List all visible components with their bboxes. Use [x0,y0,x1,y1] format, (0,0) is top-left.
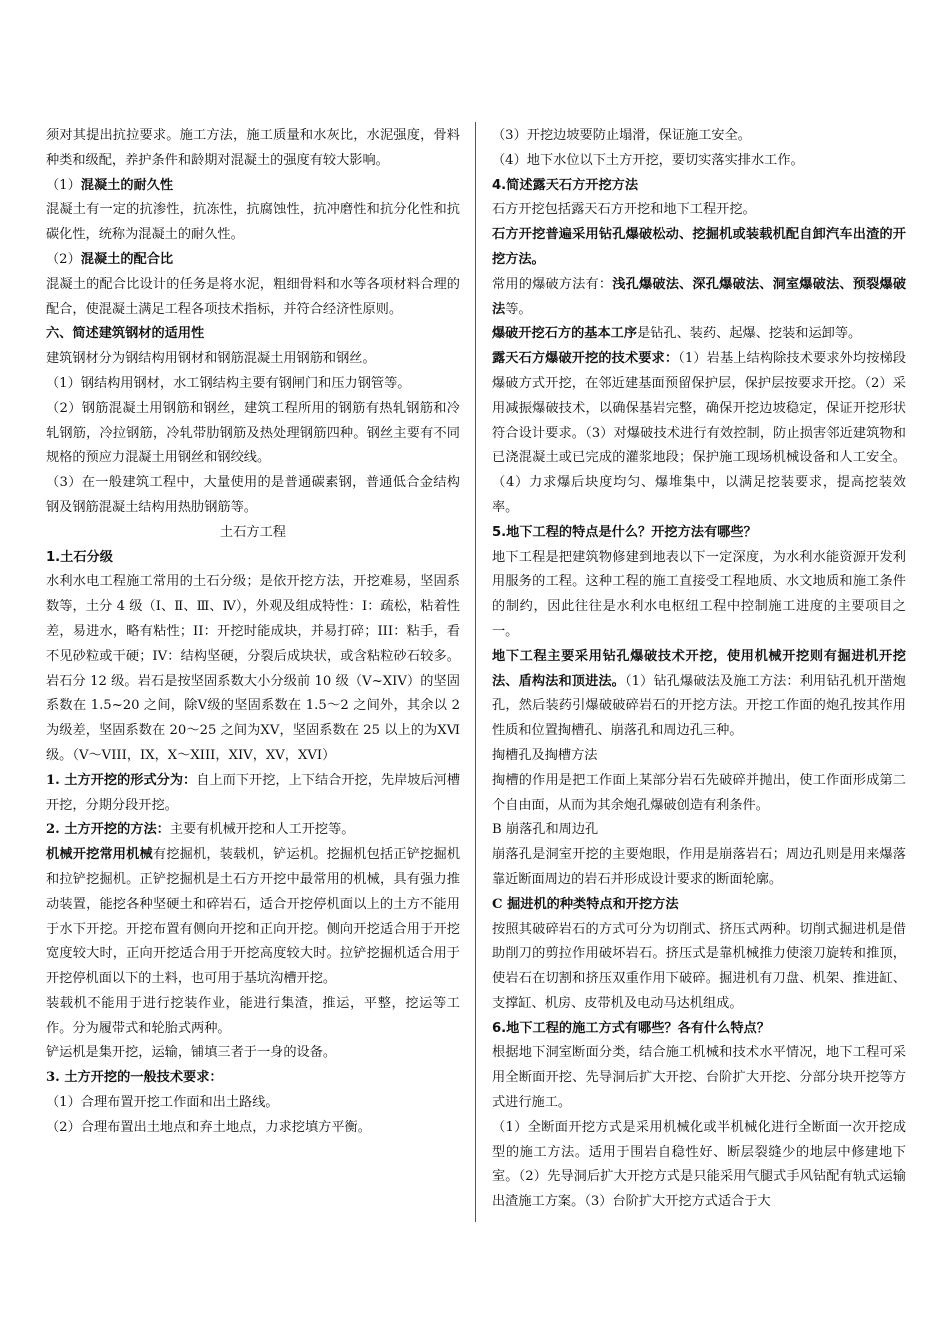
text-span: （1）钢结构用钢材，水工钢结构主要有钢闸门和压力钢管等。 [46,375,411,391]
paragraph [46,546,460,571]
text-span: （3）开挖边坡要防止塌滑，保证施工安全。 [492,128,751,143]
paragraph [492,546,906,645]
text-span: 1.土石分级 [46,549,113,565]
text-span: 铲运机是集开挖，运输，铺填三者于一身的设备。 [46,1045,337,1061]
paragraph [492,149,906,174]
text-span: 地下工程是把建筑物修建到地表以下一定深度，为水利水能资源开发利用服务的工程。这种工程的施工直接受工程地质、水文地质和施工条件的制约，因此往往是水利水电枢纽工程中控制施工进度的主要项目之一。 [492,549,906,639]
paragraph [492,1041,906,1115]
paragraph [46,322,460,347]
text-span: 是钻孔、装药、起爆、挖装和运卸等。 [637,326,862,342]
paragraph [492,198,906,223]
text-span: 5.地下工程的特点是什么？开挖方法有哪些？ [492,524,757,540]
paragraph [492,744,906,769]
text-span: （3）在一般建筑工程中，大量使用的是普通碳素钢，普通低合金结构钢及钢筋混凝土结构用热肋钢筋等。 [46,475,460,515]
text-span: （4）地下水位以下土方开挖，要切实落实排水工作。 [492,152,804,168]
text-span: （2） [46,251,81,267]
text-span: 掏槽孔及掏槽方法 [492,747,598,763]
text-span: 2. 土方开挖的方法： [46,822,170,838]
text-span: 露天石方爆破开挖的技术要求： [492,351,679,367]
text-span: 混凝土的配合比 [80,251,174,267]
text-span: 地下工程主要采用钻孔爆破技术开挖，使用机械开挖则有掘进机开挖法、盾构法和顶进法。 [492,648,906,689]
paragraph [46,372,460,397]
text-span: 混凝土有一定的抗渗性，抗冻性，抗腐蚀性，抗冲磨性和抗分化性和抗碳化性，统称为混凝土的耐久性。 [46,202,460,243]
text-span: 土石方工程 [220,524,286,540]
text-span: 六、简述建筑钢材的适用性 [46,326,205,342]
text-span: （1）钻孔爆破法及施工方法：利用钻孔机开凿炮孔，然后装药引爆破破碎岩石的开挖方法。开挖工作面的炮孔按其作用性质和位置掏槽孔、崩落孔和周边孔三种。 [492,673,906,739]
paragraph [46,397,460,471]
text-span: 须对其提出抗拉要求。施工方法，施工质量和水灰比，水泥强度，骨料种类和级配，养护条件和龄期对混凝土的强度有较大影响。 [46,128,460,168]
paragraph [492,893,906,918]
text-span: 掏槽的作用是把工作面上某部分岩石先破碎并抛出，使工作面形成第二个自由面，从而为其余炮孔爆破创造有利条件。 [492,772,906,813]
text-span: （1）合理布置开挖工作面和出土路线。 [46,1095,279,1111]
paragraph [46,124,460,174]
paragraph [46,1116,460,1141]
right-column [492,124,906,1215]
paragraph [492,223,906,273]
text-span: 根据地下洞室断面分类，结合施工机械和技术水平情况，地下工程可采用全断面开挖、先导洞后扩大开挖、台阶扩大开挖、分部分块开挖等方式进行施工。 [492,1045,906,1111]
paragraph [46,174,460,199]
paragraph [492,322,906,347]
paragraph [492,918,906,1017]
text-span: 3. 土方开挖的一般技术要求： [46,1070,223,1086]
paragraph [492,124,906,149]
paragraph [46,347,460,372]
text-span: 等。 [505,301,532,317]
paragraph [492,1116,906,1215]
text-span: 石方开挖普遍采用钻孔爆破松动、挖掘机或装载机配自卸汽车出渣的开挖方法。 [492,227,906,267]
paragraph [492,769,906,819]
paragraph [46,471,460,521]
paragraph [46,1091,460,1116]
paragraph [46,1066,460,1091]
text-span: B 崩落孔和周边孔 [492,822,599,838]
paragraph [46,273,460,323]
text-span: 水利水电工程施工常用的土石分级；是依开挖方法，开挖难易，坚固系数等，土分 4 级（I、Ⅱ、Ⅲ、Ⅳ），外观及组成特性：I：疏松，粘着性差，易进水，略有粘性；II：开挖时能成块，并易打碎；III：粘手，看不见砂粒或干硬；IV：结构坚硬，分裂后成块状，或含粘粒砂石较多。岩石分 12 级。岩石是按坚固系数大小分级前 10 级（Ⅴ~XIV）的坚固系数在 1.5~20 之间，除Ⅴ级的坚固系数在 1.5～2 之间外，其余以 2 为级差，坚固系数在 20～25 之间为ⅩⅤ，坚固系数在 25 以上的为ⅩⅥ级。（Ⅴ～VIII，IX，X～XIII，XIV，XV，XVI） [46,574,460,763]
paragraph [492,645,906,744]
text-span: 1. 土方开挖的形式分为： [46,772,197,788]
paragraph [46,1041,460,1066]
paragraph [46,843,460,992]
paragraph [46,248,460,273]
paragraph [492,843,906,893]
text-span: 自上而下开挖，上下结合开挖，先岸坡后河槽开挖，分期分段开挖。 [46,772,461,813]
paragraph [492,521,906,546]
text-span: 按照其破碎岩石的方式可分为切削式、挤压式两种。切削式掘进机是借助削刀的剪拉作用破坏岩石。挤压式是靠机械推力使滚刀旋转和推顶，使岩石在切割和挤压双重作用下破碎。掘进机有刀盘、机架、推进缸、支撑缸、机房、皮带机及电动马达机组成。 [492,921,906,1011]
text-span: 有挖掘机，装载机，铲运机。挖掘机包括正铲挖掘机和拉铲挖掘机。正铲挖掘机是土石方开挖中最常用的机械，具有强力推动装置，能挖各种坚硬土和碎岩石，适合开挖停机面以上的土方不能用于水下开挖。开挖布置有侧向开挖和正向开挖。侧向开挖适合用于开挖宽度较大时，正向开挖适合用于开挖高度较大时。拉铲挖掘机适合用于开挖停机面以下的土料，也可用于基坑沟槽开挖。 [46,847,461,987]
text-span: （1） [46,177,81,193]
text-span: 主要有机械开挖和人工开挖等。 [169,822,355,838]
paragraph [492,1017,906,1042]
text-span: 混凝土的配合比设计的任务是将水泥，粗细骨料和水等各项材料合理的配合，使混凝土满足工程各项技术指标，并符合经济性原则。 [46,276,460,317]
paragraph [492,273,906,323]
text-span: （2）钢筋混凝土用钢筋和钢丝，建筑工程所用的钢筋有热轧钢筋和冷轧钢筋，冷拉钢筋，冷轧带肋钢筋及热处理钢筋四种。钢丝主要有不同规格的预应力混凝土用钢丝和钢绞线。 [46,400,460,466]
paragraph [492,174,906,199]
left-column [46,124,460,1141]
paragraph [492,818,906,843]
text-span: 浅孔爆破法、深孔爆破法、洞室爆破法、预裂爆破法 [492,276,907,317]
text-span: （1）岩基上结构除技术要求外均按梯段爆破方式开挖，在邻近建基面预留保护层，保护层按要求开挖。（2）采用减振爆破技术，以确保基岩完整，确保开挖边坡稳定，保证开挖形状符合设计要求。（3）对爆破技术进行有效控制，防止损害邻近建筑物和已浇混凝土或已完成的灌浆地段；保护施工现场机械设备和人工安全。（4）力求爆后块度均匀、爆堆集中，以满足挖装要求，提高挖装效率。 [492,351,906,515]
text-span: 装载机不能用于进行挖装作业，能进行集渣，推运，平整，挖运等工作。分为履带式和轮胎式两种。 [46,995,460,1036]
text-span: （2）合理布置出土地点和弃土地点，力求挖填方平衡。 [46,1119,371,1135]
text-span: 崩落孔是洞室开挖的主要炮眼，作用是崩落岩石；周边孔则是用来爆落靠近断面周边的岩石并形成设计要求的断面轮廓。 [492,847,906,887]
text-span: 机械开挖常用机械 [46,847,153,863]
paragraph [46,818,460,843]
text-span: 爆破开挖石方的基本工序 [492,326,638,342]
paragraph [46,198,460,248]
text-span: 石方开挖包括露天石方开挖和地下工程开挖。 [492,202,756,218]
paragraph [46,570,460,768]
text-span: （1）全断面开挖方式是采用机械化或半机械化进行全断面一次开挖成型的施工方法。适用于围岩自稳性好、断层裂缝少的地层中修建地下室。（2）先导洞后扩大开挖方式是只能采用气腿式手风钻配有轨式运输出渣施工方案。（3）台阶扩大开挖方式适合于大 [492,1119,906,1210]
paragraph [46,521,460,546]
text-span: 建筑钢材分为钢结构用钢材和钢筋混凝土用钢筋和钢丝。 [46,351,376,367]
column-divider [475,122,476,1222]
paragraph [492,347,906,521]
text-span: 4.简述露天石方开挖方法 [492,177,639,193]
paragraph [46,992,460,1042]
paragraph [46,769,460,819]
text-span: 混凝土的耐久性 [80,177,174,193]
text-span: 常用的爆破方法有： [492,276,613,292]
text-span: C 掘进机的种类特点和开挖方法 [492,896,679,912]
text-span: 6.地下工程的施工方式有哪些？各有什么特点？ [492,1020,770,1036]
